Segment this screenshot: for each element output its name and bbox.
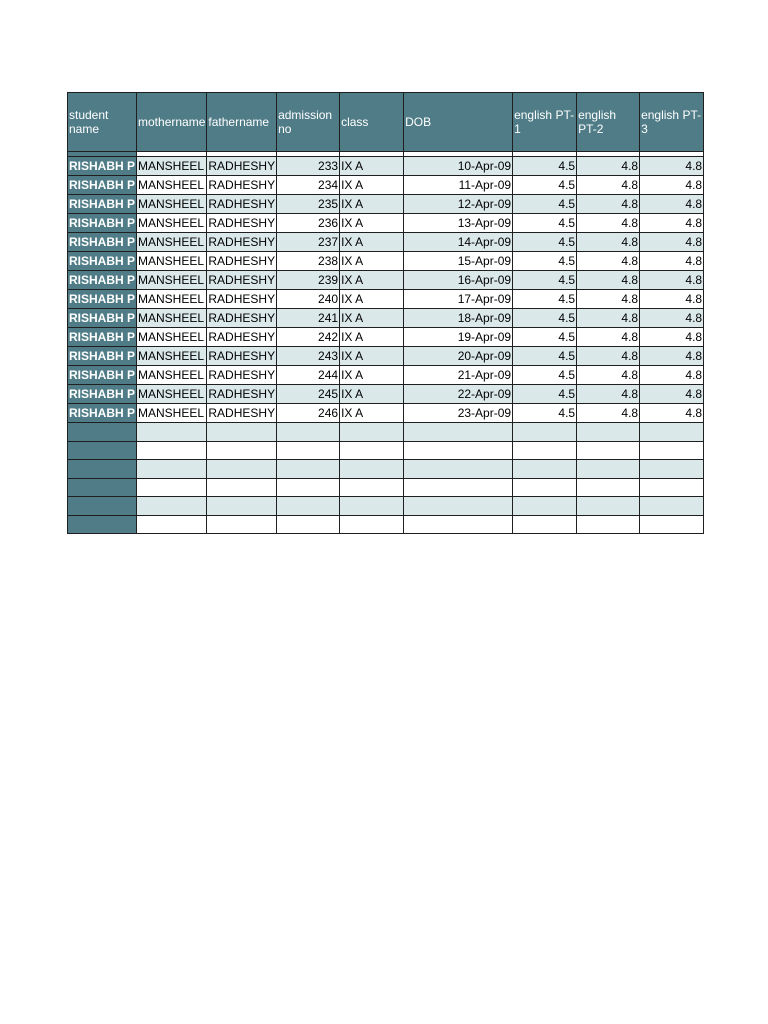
english-pt-3-cell[interactable]: 4.8 bbox=[640, 309, 704, 328]
table-row bbox=[68, 290, 704, 309]
empty-cell[interactable] bbox=[137, 478, 207, 497]
empty-cell[interactable] bbox=[404, 478, 513, 497]
mothername-cell[interactable]: MANSHEEL bbox=[137, 271, 207, 290]
mothername-cell[interactable]: MANSHEEL bbox=[137, 290, 207, 309]
empty-cell[interactable] bbox=[404, 441, 513, 460]
english-pt-3-cell[interactable]: 4.8 bbox=[640, 347, 704, 366]
english-pt-1-cell[interactable]: 4.5 bbox=[513, 195, 577, 214]
admission-no-cell[interactable]: 236 bbox=[277, 214, 340, 233]
english-pt-1-cell[interactable]: 4.5 bbox=[513, 328, 577, 347]
empty-cell[interactable] bbox=[640, 515, 704, 534]
class-cell[interactable]: IX A bbox=[340, 290, 404, 309]
mothername-cell[interactable]: MANSHEEL bbox=[137, 252, 207, 271]
spreadsheet-table bbox=[67, 92, 704, 534]
empty-cell[interactable] bbox=[640, 478, 704, 497]
admission-no-cell[interactable]: 241 bbox=[277, 309, 340, 328]
header-english-pt-3[interactable]: english PT-3 bbox=[640, 93, 704, 152]
table-row bbox=[68, 252, 704, 271]
admission-no-cell[interactable]: 237 bbox=[277, 233, 340, 252]
table-row bbox=[68, 366, 704, 385]
empty-row bbox=[68, 497, 704, 516]
empty-cell[interactable] bbox=[404, 460, 513, 479]
dob-cell[interactable]: 16-Apr-09 bbox=[404, 271, 513, 290]
dob-cell[interactable]: 18-Apr-09 bbox=[404, 309, 513, 328]
mothername-cell[interactable]: MANSHEEL bbox=[137, 214, 207, 233]
english-pt-2-cell[interactable]: 4.8 bbox=[577, 366, 640, 385]
english-pt-3-cell[interactable]: 4.8 bbox=[640, 404, 704, 423]
empty-cell[interactable] bbox=[577, 515, 640, 534]
empty-cell[interactable] bbox=[68, 460, 137, 479]
empty-cell[interactable] bbox=[513, 515, 577, 534]
mothername-cell[interactable]: MANSHEEL bbox=[137, 347, 207, 366]
english-pt-2-cell[interactable]: 4.8 bbox=[577, 404, 640, 423]
class-cell[interactable]: IX A bbox=[340, 271, 404, 290]
fathername-cell[interactable]: RADHESHY bbox=[207, 404, 277, 423]
empty-cell[interactable] bbox=[513, 497, 577, 516]
admission-no-cell[interactable]: 244 bbox=[277, 366, 340, 385]
dob-cell[interactable]: 23-Apr-09 bbox=[404, 404, 513, 423]
fathername-cell[interactable]: RADHESHY bbox=[207, 233, 277, 252]
mothername-cell[interactable]: MANSHEEL bbox=[137, 385, 207, 404]
dob-cell[interactable]: 22-Apr-09 bbox=[404, 385, 513, 404]
empty-cell[interactable] bbox=[277, 497, 340, 516]
empty-cell[interactable] bbox=[207, 423, 277, 442]
english-pt-2-cell[interactable]: 4.8 bbox=[577, 385, 640, 404]
english-pt-3-cell[interactable]: 4.8 bbox=[640, 176, 704, 195]
empty-cell[interactable] bbox=[68, 423, 137, 442]
english-pt-2-cell[interactable]: 4.8 bbox=[577, 328, 640, 347]
header-admission-no[interactable]: admission no bbox=[277, 93, 340, 152]
table-row bbox=[68, 404, 704, 423]
english-pt-3-cell[interactable]: 4.8 bbox=[640, 271, 704, 290]
dob-cell[interactable]: 10-Apr-09 bbox=[404, 157, 513, 176]
admission-no-cell[interactable]: 242 bbox=[277, 328, 340, 347]
english-pt-1-cell[interactable]: 4.5 bbox=[513, 176, 577, 195]
dob-cell[interactable]: 20-Apr-09 bbox=[404, 347, 513, 366]
empty-row bbox=[68, 460, 704, 479]
student-name-cell[interactable]: RISHABH P bbox=[68, 309, 137, 328]
header-english-pt-2[interactable]: english PT-2 bbox=[577, 93, 640, 152]
empty-cell[interactable] bbox=[207, 497, 277, 516]
table-row bbox=[68, 271, 704, 290]
class-cell[interactable]: IX A bbox=[340, 252, 404, 271]
student-name-cell[interactable]: RISHABH P bbox=[68, 271, 137, 290]
student-name-cell[interactable]: RISHABH P bbox=[68, 157, 137, 176]
class-cell[interactable]: IX A bbox=[340, 233, 404, 252]
fathername-cell[interactable]: RADHESHY bbox=[207, 366, 277, 385]
english-pt-3-cell[interactable]: 4.8 bbox=[640, 233, 704, 252]
empty-cell[interactable] bbox=[404, 423, 513, 442]
empty-row bbox=[68, 441, 704, 460]
english-pt-3-cell[interactable]: 4.8 bbox=[640, 214, 704, 233]
english-pt-1-cell[interactable]: 4.5 bbox=[513, 214, 577, 233]
admission-no-cell[interactable]: 235 bbox=[277, 195, 340, 214]
table-row bbox=[68, 195, 704, 214]
english-pt-2-cell[interactable]: 4.8 bbox=[577, 233, 640, 252]
english-pt-3-cell[interactable]: 4.8 bbox=[640, 195, 704, 214]
fathername-cell[interactable]: RADHESHY bbox=[207, 214, 277, 233]
empty-row bbox=[68, 515, 704, 534]
empty-cell[interactable] bbox=[577, 478, 640, 497]
english-pt-3-cell[interactable]: 4.8 bbox=[640, 290, 704, 309]
empty-cell[interactable] bbox=[68, 478, 137, 497]
empty-cell[interactable] bbox=[340, 460, 404, 479]
english-pt-1-cell[interactable]: 4.5 bbox=[513, 271, 577, 290]
header-row bbox=[68, 93, 704, 152]
empty-row bbox=[68, 478, 704, 497]
dob-cell[interactable]: 13-Apr-09 bbox=[404, 214, 513, 233]
table-row bbox=[68, 309, 704, 328]
empty-cell[interactable] bbox=[137, 423, 207, 442]
english-pt-3-cell[interactable]: 4.8 bbox=[640, 328, 704, 347]
dob-cell[interactable]: 17-Apr-09 bbox=[404, 290, 513, 309]
admission-no-cell[interactable]: 239 bbox=[277, 271, 340, 290]
english-pt-1-cell[interactable]: 4.5 bbox=[513, 290, 577, 309]
table-row bbox=[68, 328, 704, 347]
fathername-cell[interactable]: RADHESHY bbox=[207, 157, 277, 176]
empty-cell[interactable] bbox=[68, 441, 137, 460]
empty-cell[interactable] bbox=[513, 478, 577, 497]
table-row bbox=[68, 233, 704, 252]
fathername-cell[interactable]: RADHESHY bbox=[207, 195, 277, 214]
student-name-cell[interactable]: RISHABH P bbox=[68, 195, 137, 214]
fathername-cell[interactable]: RADHESHY bbox=[207, 347, 277, 366]
empty-cell[interactable] bbox=[277, 478, 340, 497]
mothername-cell[interactable]: MANSHEEL bbox=[137, 328, 207, 347]
empty-cell[interactable] bbox=[640, 497, 704, 516]
english-pt-2-cell[interactable]: 4.8 bbox=[577, 309, 640, 328]
empty-cell[interactable] bbox=[137, 460, 207, 479]
empty-cell[interactable] bbox=[277, 460, 340, 479]
empty-cell[interactable] bbox=[640, 460, 704, 479]
class-cell[interactable]: IX A bbox=[340, 347, 404, 366]
admission-no-cell[interactable]: 238 bbox=[277, 252, 340, 271]
table-row bbox=[68, 347, 704, 366]
header-mothername[interactable]: mothername bbox=[137, 93, 207, 152]
empty-cell[interactable] bbox=[577, 441, 640, 460]
english-pt-3-cell[interactable]: 4.8 bbox=[640, 157, 704, 176]
fathername-cell[interactable]: RADHESHY bbox=[207, 385, 277, 404]
fathername-cell[interactable]: RADHESHY bbox=[207, 328, 277, 347]
empty-cell[interactable] bbox=[137, 497, 207, 516]
english-pt-3-cell[interactable]: 4.8 bbox=[640, 385, 704, 404]
student-name-cell[interactable]: RISHABH P bbox=[68, 214, 137, 233]
mothername-cell[interactable]: MANSHEEL bbox=[137, 366, 207, 385]
dob-cell[interactable]: 11-Apr-09 bbox=[404, 176, 513, 195]
student-name-cell[interactable]: RISHABH P bbox=[68, 366, 137, 385]
english-pt-2-cell[interactable]: 4.8 bbox=[577, 347, 640, 366]
mothername-cell[interactable]: MANSHEEL bbox=[137, 157, 207, 176]
class-cell[interactable]: IX A bbox=[340, 328, 404, 347]
class-cell[interactable]: IX A bbox=[340, 309, 404, 328]
empty-cell[interactable] bbox=[207, 460, 277, 479]
empty-cell[interactable] bbox=[340, 478, 404, 497]
english-pt-2-cell[interactable]: 4.8 bbox=[577, 176, 640, 195]
student-name-cell[interactable]: RISHABH P bbox=[68, 347, 137, 366]
student-name-cell[interactable]: RISHABH P bbox=[68, 385, 137, 404]
english-pt-3-cell[interactable]: 4.8 bbox=[640, 366, 704, 385]
empty-cell[interactable] bbox=[340, 423, 404, 442]
fathername-cell[interactable]: RADHESHY bbox=[207, 252, 277, 271]
empty-cell[interactable] bbox=[640, 423, 704, 442]
mothername-cell[interactable]: MANSHEEL bbox=[137, 404, 207, 423]
mothername-cell[interactable]: MANSHEEL bbox=[137, 176, 207, 195]
english-pt-2-cell[interactable]: 4.8 bbox=[577, 252, 640, 271]
dob-cell[interactable]: 12-Apr-09 bbox=[404, 195, 513, 214]
empty-cell[interactable] bbox=[513, 460, 577, 479]
empty-row bbox=[68, 423, 704, 442]
dob-cell[interactable]: 15-Apr-09 bbox=[404, 252, 513, 271]
english-pt-2-cell[interactable]: 4.8 bbox=[577, 290, 640, 309]
student-name-cell[interactable]: RISHABH P bbox=[68, 404, 137, 423]
empty-cell[interactable] bbox=[340, 497, 404, 516]
admission-no-cell[interactable]: 240 bbox=[277, 290, 340, 309]
english-pt-2-cell[interactable]: 4.8 bbox=[577, 271, 640, 290]
student-name-cell[interactable]: RISHABH P bbox=[68, 290, 137, 309]
empty-cell[interactable] bbox=[137, 515, 207, 534]
empty-cell[interactable] bbox=[577, 423, 640, 442]
dob-cell[interactable]: 14-Apr-09 bbox=[404, 233, 513, 252]
student-name-cell[interactable]: RISHABH P bbox=[68, 233, 137, 252]
mothername-cell[interactable]: MANSHEEL bbox=[137, 309, 207, 328]
empty-cell[interactable] bbox=[404, 497, 513, 516]
empty-cell[interactable] bbox=[640, 441, 704, 460]
empty-cell[interactable] bbox=[207, 441, 277, 460]
mothername-cell[interactable]: MANSHEEL bbox=[137, 195, 207, 214]
class-cell[interactable]: IX A bbox=[340, 157, 404, 176]
empty-cell[interactable] bbox=[340, 515, 404, 534]
admission-no-cell[interactable]: 243 bbox=[277, 347, 340, 366]
empty-cell[interactable] bbox=[577, 497, 640, 516]
class-cell[interactable]: IX A bbox=[340, 366, 404, 385]
table-row bbox=[68, 214, 704, 233]
header-student-name[interactable]: student name bbox=[68, 93, 137, 152]
english-pt-1-cell[interactable]: 4.5 bbox=[513, 233, 577, 252]
empty-cell[interactable] bbox=[137, 441, 207, 460]
student-name-cell[interactable]: RISHABH P bbox=[68, 328, 137, 347]
empty-cell[interactable] bbox=[404, 515, 513, 534]
header-dob[interactable]: DOB bbox=[404, 93, 513, 152]
empty-cell[interactable] bbox=[277, 441, 340, 460]
header-fathername[interactable]: fathername bbox=[207, 93, 277, 152]
empty-cell[interactable] bbox=[340, 441, 404, 460]
admission-no-cell[interactable]: 234 bbox=[277, 176, 340, 195]
english-pt-1-cell[interactable]: 4.5 bbox=[513, 366, 577, 385]
class-cell[interactable]: IX A bbox=[340, 385, 404, 404]
english-pt-1-cell[interactable]: 4.5 bbox=[513, 404, 577, 423]
empty-cell[interactable] bbox=[207, 478, 277, 497]
english-pt-1-cell[interactable]: 4.5 bbox=[513, 385, 577, 404]
student-name-cell[interactable]: RISHABH P bbox=[68, 176, 137, 195]
dob-cell[interactable]: 21-Apr-09 bbox=[404, 366, 513, 385]
class-cell[interactable]: IX A bbox=[340, 176, 404, 195]
admission-no-cell[interactable]: 245 bbox=[277, 385, 340, 404]
mothername-cell[interactable]: MANSHEEL bbox=[137, 233, 207, 252]
empty-cell[interactable] bbox=[277, 515, 340, 534]
class-cell[interactable]: IX A bbox=[340, 214, 404, 233]
empty-cell[interactable] bbox=[513, 423, 577, 442]
table-row bbox=[68, 385, 704, 404]
english-pt-1-cell[interactable]: 4.5 bbox=[513, 309, 577, 328]
empty-cell[interactable] bbox=[68, 497, 137, 516]
fathername-cell[interactable]: RADHESHY bbox=[207, 290, 277, 309]
english-pt-2-cell[interactable]: 4.8 bbox=[577, 214, 640, 233]
empty-cell[interactable] bbox=[277, 423, 340, 442]
empty-cell[interactable] bbox=[577, 460, 640, 479]
english-pt-1-cell[interactable]: 4.5 bbox=[513, 347, 577, 366]
table-row bbox=[68, 157, 704, 176]
class-cell[interactable]: IX A bbox=[340, 195, 404, 214]
english-pt-2-cell[interactable]: 4.8 bbox=[577, 157, 640, 176]
header-english-pt-1[interactable]: english PT-1 bbox=[513, 93, 577, 152]
english-pt-2-cell[interactable]: 4.8 bbox=[577, 195, 640, 214]
empty-cell[interactable] bbox=[207, 515, 277, 534]
header-class[interactable]: class bbox=[340, 93, 404, 152]
english-pt-1-cell[interactable]: 4.5 bbox=[513, 157, 577, 176]
english-pt-1-cell[interactable]: 4.5 bbox=[513, 252, 577, 271]
english-pt-3-cell[interactable]: 4.8 bbox=[640, 252, 704, 271]
dob-cell[interactable]: 19-Apr-09 bbox=[404, 328, 513, 347]
table-row bbox=[68, 176, 704, 195]
student-name-cell[interactable]: RISHABH P bbox=[68, 252, 137, 271]
empty-cell[interactable] bbox=[68, 515, 137, 534]
fathername-cell[interactable]: RADHESHY bbox=[207, 271, 277, 290]
admission-no-cell[interactable]: 233 bbox=[277, 157, 340, 176]
table-body bbox=[68, 152, 704, 534]
empty-cell[interactable] bbox=[513, 441, 577, 460]
admission-no-cell[interactable]: 246 bbox=[277, 404, 340, 423]
class-cell[interactable]: IX A bbox=[340, 404, 404, 423]
fathername-cell[interactable]: RADHESHY bbox=[207, 309, 277, 328]
fathername-cell[interactable]: RADHESHY bbox=[207, 176, 277, 195]
